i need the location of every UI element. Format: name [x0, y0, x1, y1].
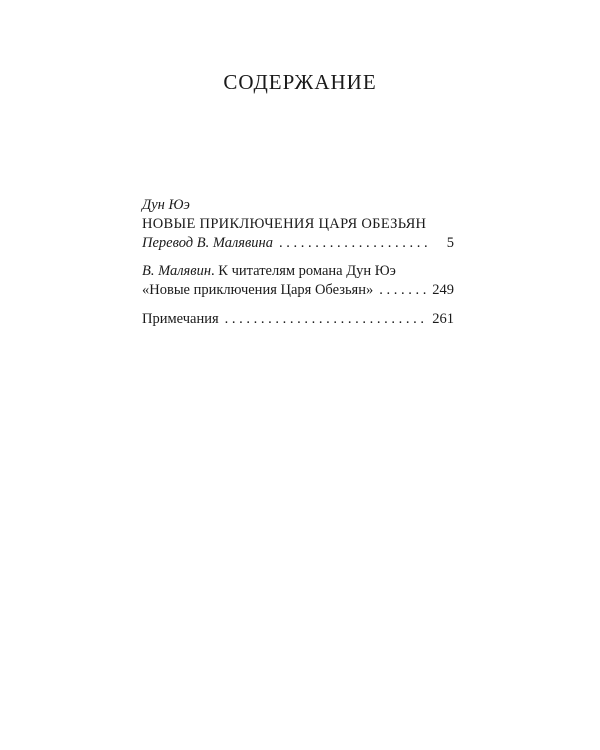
toc-entry-line [142, 310, 454, 329]
toc-entry-title: Примечания [142, 311, 219, 327]
toc-entry-line [142, 281, 454, 300]
toc-entry-author: В. Малявин [142, 263, 212, 279]
table-of-contents [142, 196, 454, 339]
dot-leader [225, 310, 428, 329]
toc-entry [142, 310, 454, 329]
toc-page-number: 261 [432, 311, 454, 327]
page-title: СОДЕРЖАНИЕ [223, 70, 377, 94]
toc-entry-subtitle: Перевод В. Малявина [142, 235, 273, 251]
toc-entry-text: . К читателям романа Дун Юэ [211, 263, 396, 279]
toc-page-number: 249 [432, 282, 454, 298]
toc-entry-title: НОВЫЕ ПРИКЛЮЧЕНИЯ ЦАРЯ ОБЕЗЬЯН [142, 216, 427, 232]
toc-entry [142, 262, 454, 300]
toc-entry-line [142, 262, 454, 281]
toc-entry-title: «Новые приключения Царя Обезьян» [142, 282, 374, 298]
toc-entry-author: Дун Юэ [142, 197, 190, 213]
dot-leader [279, 234, 428, 253]
dot-leader [379, 281, 428, 300]
toc-entry-line [142, 234, 454, 253]
toc-entry [142, 196, 454, 253]
toc-page-number: 5 [446, 235, 454, 251]
